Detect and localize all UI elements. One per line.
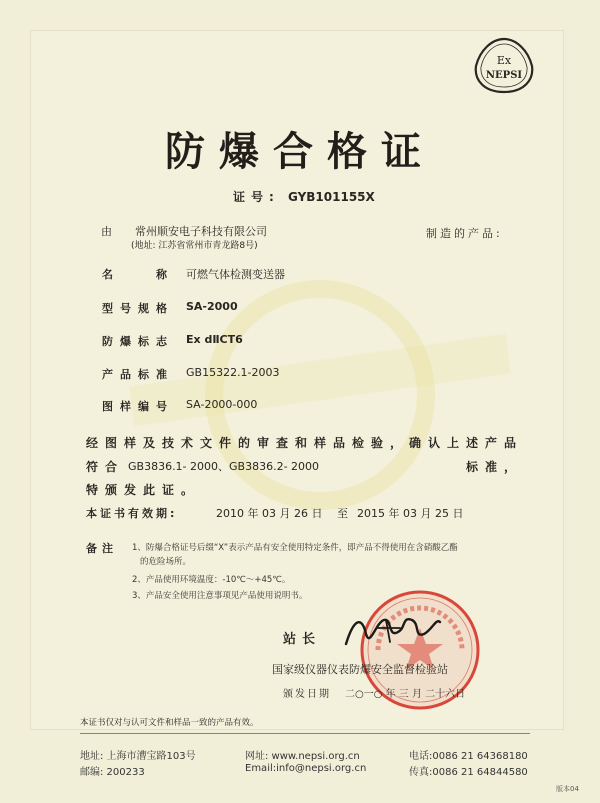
issue-date-label: 颁发日期 xyxy=(283,689,331,700)
cert-no-value: GYB101155X xyxy=(288,190,375,204)
model-value: SA-2000 xyxy=(186,300,238,313)
drawing-value: SA-2000-000 xyxy=(186,398,258,411)
issuing-organization: 国家级仪器仪表防爆安全监督检验站 xyxy=(272,663,448,676)
model-label: 型号规格 xyxy=(102,302,174,315)
footer-email: Email:info@nepsi.org.cn xyxy=(245,763,367,774)
footer-postcode: 邮编: 200233 xyxy=(80,767,145,778)
note-2: 2、产品使用环境温度：-10℃～+45℃。 xyxy=(132,575,291,585)
note-3: 3、产品安全使用注意事项见产品使用说明书。 xyxy=(132,591,308,601)
footer-divider xyxy=(80,733,530,734)
note-1a: 1、防爆合格证号后缀“X”表示产品有安全使用特定条件，即产品不得使用在含硝酸乙酯 xyxy=(132,543,458,553)
validity-to: 2015 年 03 月 25 日 xyxy=(357,507,464,520)
statement-line-3: 特颁发此证。 xyxy=(86,483,201,497)
form-version: 版本04 xyxy=(556,785,579,793)
name-value: 可燃气体检测变送器 xyxy=(186,268,285,281)
director-label: 站长 xyxy=(283,632,322,647)
footer-fax: 传真:0086 21 64844580 xyxy=(409,767,528,778)
certificate-title: 防爆合格证 xyxy=(165,128,435,175)
certificate-number xyxy=(233,188,375,205)
name-label: 名 称 xyxy=(102,268,174,281)
manufacturer-name: 常州顺安电子科技有限公司 xyxy=(135,225,267,238)
issue-date-value: 二○一○ 年 三 月 二十六日 xyxy=(345,689,466,700)
footer-tel: 电话:0086 21 64368180 xyxy=(409,751,528,762)
statement-line-1: 经图样及技术文件的审查和样品检验，确认上述产品 xyxy=(86,436,524,450)
notes-label: 备注 xyxy=(86,542,118,555)
manufacturer-suffix: 制造的产品: xyxy=(426,227,503,240)
footer-address: 地址: 上海市漕宝路103号 xyxy=(80,751,196,762)
manufacturer-address: (地址: 江苏省常州市青龙路8号) xyxy=(131,241,258,251)
statement-line-2-suffix: 标准， xyxy=(466,460,524,474)
svg-text:Ex: Ex xyxy=(496,54,512,67)
drawing-label: 图样编号 xyxy=(102,400,174,413)
standard-label: 产品标准 xyxy=(102,368,174,381)
note-1b: 的危险场所。 xyxy=(140,557,192,567)
validity-from: 2010 年 03 月 26 日 xyxy=(216,507,323,520)
statement-line-2-prefix: 符合 xyxy=(86,460,125,474)
validity-label: 本证书有效期: xyxy=(86,507,178,520)
validity-to-word: 至 xyxy=(337,507,348,520)
standard-value: GB15322.1-2003 xyxy=(186,366,280,379)
cert-no-label: 证号: xyxy=(233,190,280,204)
ex-nepsi-logo-icon xyxy=(472,36,536,96)
statement-standards: GB3836.1- 2000、GB3836.2- 2000 xyxy=(128,460,320,473)
signature-icon xyxy=(340,608,446,652)
validity-disclaimer: 本证书仅对与认可文件和样品一致的产品有效。 xyxy=(80,718,259,728)
manufacturer-label: 由 xyxy=(101,225,112,238)
ex-marking-value: Ex dⅡCT6 xyxy=(186,333,243,346)
ex-marking-label: 防爆标志 xyxy=(102,335,174,348)
svg-text:NEPSI: NEPSI xyxy=(485,70,523,81)
footer-website: 网址: www.nepsi.org.cn xyxy=(245,751,360,762)
